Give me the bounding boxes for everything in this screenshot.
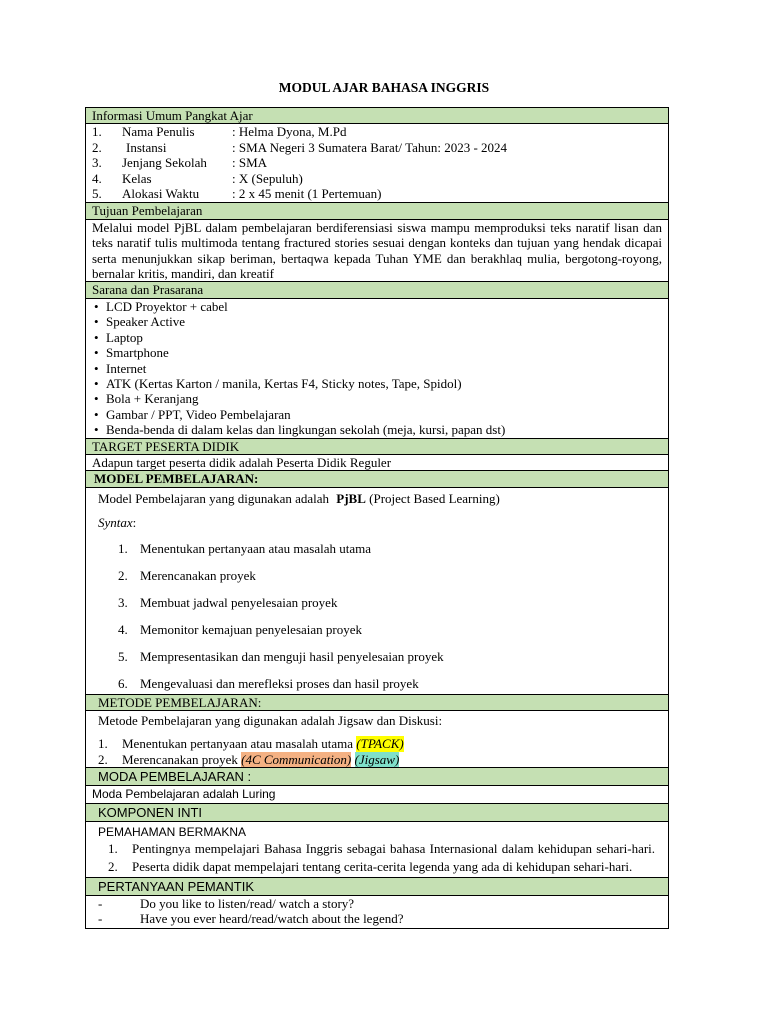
question-item [92,911,662,926]
komponen-header: KOMPONEN INTI [86,803,669,821]
step-text: Memonitor kemajuan penyelesaian proyek [140,621,363,637]
model-section [86,487,669,694]
bullet-icon: • [94,329,99,345]
step-num: 5. [118,648,128,664]
document-title: MODUL AJAR BAHASA INGGRIS [278,80,490,95]
syntax-step [118,568,662,595]
metode-text: Merencanakan proyek [122,751,238,767]
info-label: Jenjang Sekolah [122,155,207,171]
list-item-text: Laptop [106,329,143,345]
komponen-item [108,841,662,856]
target-header: TARGET PESERTA DIDIK [86,438,669,454]
info-label: Alokasi Waktu [122,186,200,202]
bullet-icon: • [94,314,99,330]
model-intro-prefix: Model Pembelajaran yang digunakan adalah [98,490,330,506]
communication-tag: (4C Communication) [241,751,352,767]
list-item-text: Speaker Active [106,314,186,330]
info-header: Informasi Umum Pangkat Ajar [86,108,669,124]
info-value: : SMA Negeri 3 Sumatera Barat/ Tahun: 2023 - 2024 [232,139,508,155]
moda-text: Moda Pembelajaran adalah Luring [86,785,669,803]
info-value: : 2 x 45 menit (1 Pertemuan) [232,186,382,202]
step-text: Menentukan pertanyaan atau masalah utama [140,540,372,556]
syntax-step [118,622,662,649]
bullet-icon: • [94,345,99,361]
list-item [92,299,662,314]
info-row-jenjang [92,155,662,170]
list-item-text: ATK (Kertas Karton / manila, Kertas F4, Sticky notes, Tape, Spidol) [106,375,462,391]
module-table [85,107,669,929]
metode-section [86,711,669,768]
list-item [92,345,662,360]
list-item-text: Internet [106,360,147,376]
list-item-text: Gambar / PPT, Video Pembelajaran [106,406,291,422]
metode-text: Menentukan pertanyaan atau masalah utama [122,736,354,752]
syntax-colon: : [132,514,137,530]
question-item [92,896,662,911]
komponen-text: Peserta didik dapat mempelajari tentang cerita-cerita legenda yang ada di kehidupan sehari-hari. [132,859,633,875]
info-row-alokasi [92,186,662,201]
list-item [92,407,662,422]
info-row-penulis [92,124,662,139]
tujuan-header: Tujuan Pembelajaran [86,203,669,219]
syntax-step [118,595,662,622]
pertanyaan-section [86,895,669,928]
dash-icon: - [98,911,103,927]
list-item [92,361,662,376]
list-item-text: Bola + Keranjang [106,391,199,407]
model-intro [98,491,662,515]
step-num: 2. [118,567,128,583]
metode-intro: Metode Pembelajaran yang digunakan adalah Jigsaw dan Diskusi: [98,713,443,729]
sarana-header: Sarana dan Prasarana [86,282,669,298]
metode-num: 1. [98,736,108,752]
bullet-icon: • [94,422,99,438]
bullet-icon: • [94,298,99,314]
list-item [92,314,662,329]
sarana-list [92,299,662,438]
info-row-instansi [92,140,662,155]
komponen-num: 2. [108,859,118,875]
bullet-icon: • [94,375,99,391]
syntax-step [118,676,662,694]
list-item [92,391,662,406]
step-text: Membuat jadwal penyelesaian proyek [140,594,338,610]
list-item [92,422,662,437]
dash-icon: - [98,895,103,911]
pertanyaan-header: PERTANYAAN PEMANTIK [86,877,669,895]
komponen-subtitle: PEMAHAMAN BERMAKNA [98,824,247,839]
bullet-icon: • [94,391,99,407]
info-label: Kelas [122,170,152,186]
list-item [92,376,662,391]
target-text: Adapun target peserta didik adalah Peserta Didik Reguler [86,454,669,470]
komponen-num: 1. [108,840,118,856]
info-value: : SMA [232,155,268,171]
komponen-text: Pentingnya mempelajari Bahasa Inggris sebagai bahasa Internasional dalam kehidupan sehari-hari. [132,840,656,856]
komponen-item [108,859,662,874]
model-intro-bold: PjBL [336,490,366,506]
info-label: Instansi [126,139,167,155]
metode-num: 2. [98,751,108,767]
moda-header: MODA PEMBELAJARAN : [86,767,669,785]
model-intro-suffix: (Project Based Learning) [369,490,500,506]
info-row-kelas [92,171,662,186]
list-item [92,330,662,345]
info-value: : Helma Dyona, M.Pd [232,124,347,140]
step-num: 6. [118,675,128,691]
syntax-word: Syntax [98,514,133,530]
syntax-step [118,649,662,676]
info-num: 5. [92,186,102,202]
syntax-step [118,541,662,568]
step-text: Mengevaluasi dan merefleksi proses dan hasil proyek [140,675,419,691]
question-text: Do you like to listen/read/ watch a story? [140,895,355,911]
list-item-text: LCD Proyektor + cabel [106,298,228,314]
info-num: 4. [92,170,102,186]
info-num: 3. [92,155,102,171]
step-num: 1. [118,540,128,556]
info-num: 2. [92,139,102,155]
metode-header: METODE PEMBELAJARAN: [86,694,669,710]
syntax-label [98,515,662,541]
jigsaw-tag: (Jigsaw) [354,751,400,767]
metode-item [98,736,662,751]
list-item-text: Smartphone [106,345,169,361]
step-num: 3. [118,594,128,610]
tujuan-text: Melalui model PjBL dalam pembelajaran berdiferensiasi siswa mampu memproduksi teks naratif lisan dan teks naratif tulis multimoda tentang fractured stories sesuai dengan konteks dan tujuan yang hendak dicapai serta menunjukkan sikap beriman, bertaqwa kepada Tuhan YME dan berakhlaq mulia, bergotong-royong, bernalar kritis, mandiri, dan kreatif [86,219,669,282]
step-text: Mempresentasikan dan menguji hasil penyelesaian proyek [140,648,444,664]
info-label: Nama Penulis [122,124,195,140]
info-section [86,124,669,203]
info-num: 1. [92,124,102,140]
komponen-section [86,821,669,877]
bullet-icon: • [94,360,99,376]
list-item-text: Benda-benda di dalam kelas dan lingkungan sekolah (meja, kursi, papan dst) [106,422,506,438]
metode-item [98,752,662,767]
model-header: MODEL PEMBELAJARAN: [86,471,669,487]
bullet-icon: • [94,406,99,422]
info-value: : X (Sepuluh) [232,170,303,186]
tpack-tag: (TPACK) [356,736,404,752]
sarana-section [86,298,669,438]
step-text: Merencanakan proyek [140,567,256,583]
question-text: Have you ever heard/read/watch about the legend? [140,911,404,927]
step-num: 4. [118,621,128,637]
